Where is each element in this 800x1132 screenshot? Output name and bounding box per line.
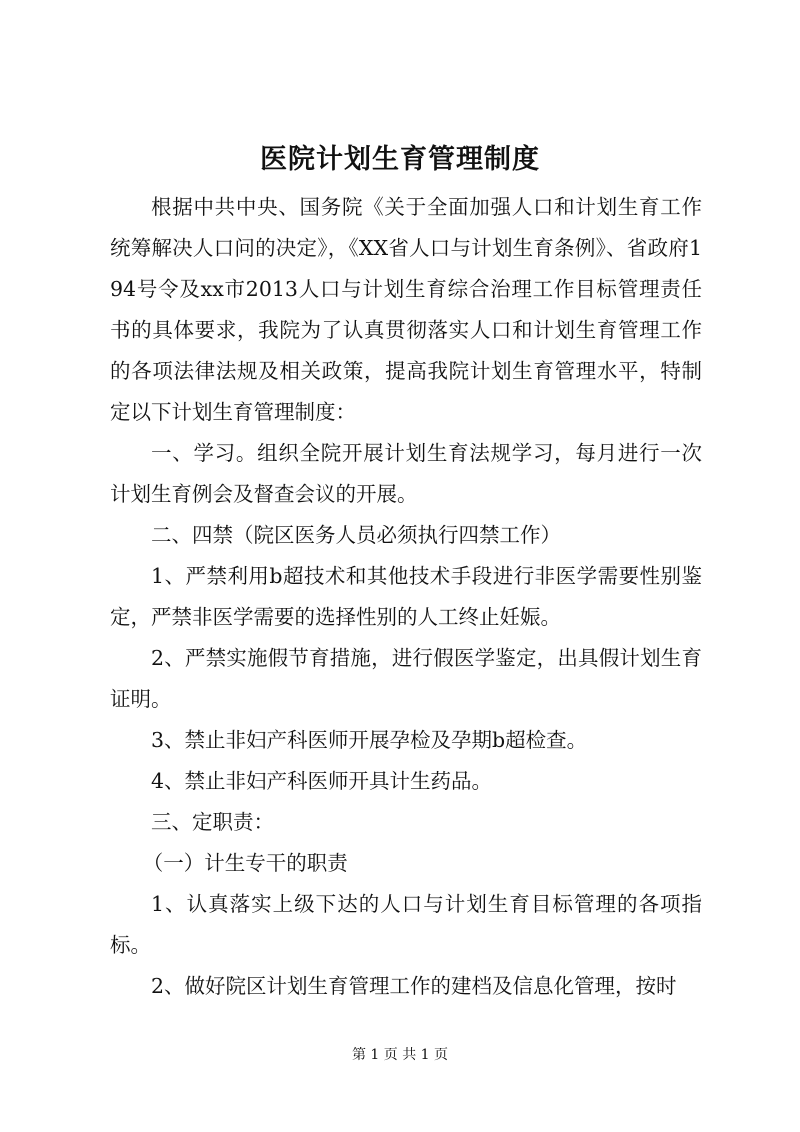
page-footer: 第 1 页 共 1 页: [351, 1047, 449, 1063]
prohibition-item-1: 1、严禁利用b超技术和其他技术手段进行非医学需要性别鉴定，严禁非医学需要的选择性别的人工终止妊娠。: [110, 564, 702, 629]
section-duties: 三、定职责：: [151, 810, 274, 834]
prohibition-item-3: 3、禁止非妇产科医师开展孕检及孕期b超检查。: [151, 728, 588, 752]
section-study: 一、学习。组织全院开展计划生育法规学习，每月进行一次计划生育例会及督查会议的开展。: [110, 441, 702, 506]
duty-item-2: 2、做好院区计划生育管理工作的建档及信息化管理，按时: [151, 974, 677, 998]
prohibition-item-2: 2、严禁实施假节育措施，进行假医学鉴定，出具假计划生育证明。: [110, 646, 702, 711]
section-four-prohibitions: 二、四禁（院区医务人员必须执行四禁工作）: [151, 523, 561, 547]
document-body: [110, 187, 702, 1007]
duty-item-1: 1、认真落实上级下达的人口与计划生育目标管理的各项指标。: [110, 892, 702, 957]
subsection-officer-duties: （一）计生专干的职责: [142, 851, 348, 875]
prohibition-item-4: 4、禁止非妇产科医师开具计生药品。: [151, 769, 493, 793]
intro-paragraph: 根据中共中央、国务院《关于全面加强人口和计划生育工作统筹解决人口问的决定》，《XX省人口与计划生育条例》、省政府194号令及xx市2013人口与计划生育综合治理工作目标管理责任书的具体要求，我院为了认真贯彻落实人口和计划生育管理工作的各项法律法规及相关政策，提高我院计划生育管理水平，特制定以下计划生育管理制度：: [110, 195, 702, 424]
document-title: 医院计划生育管理制度: [260, 144, 540, 175]
